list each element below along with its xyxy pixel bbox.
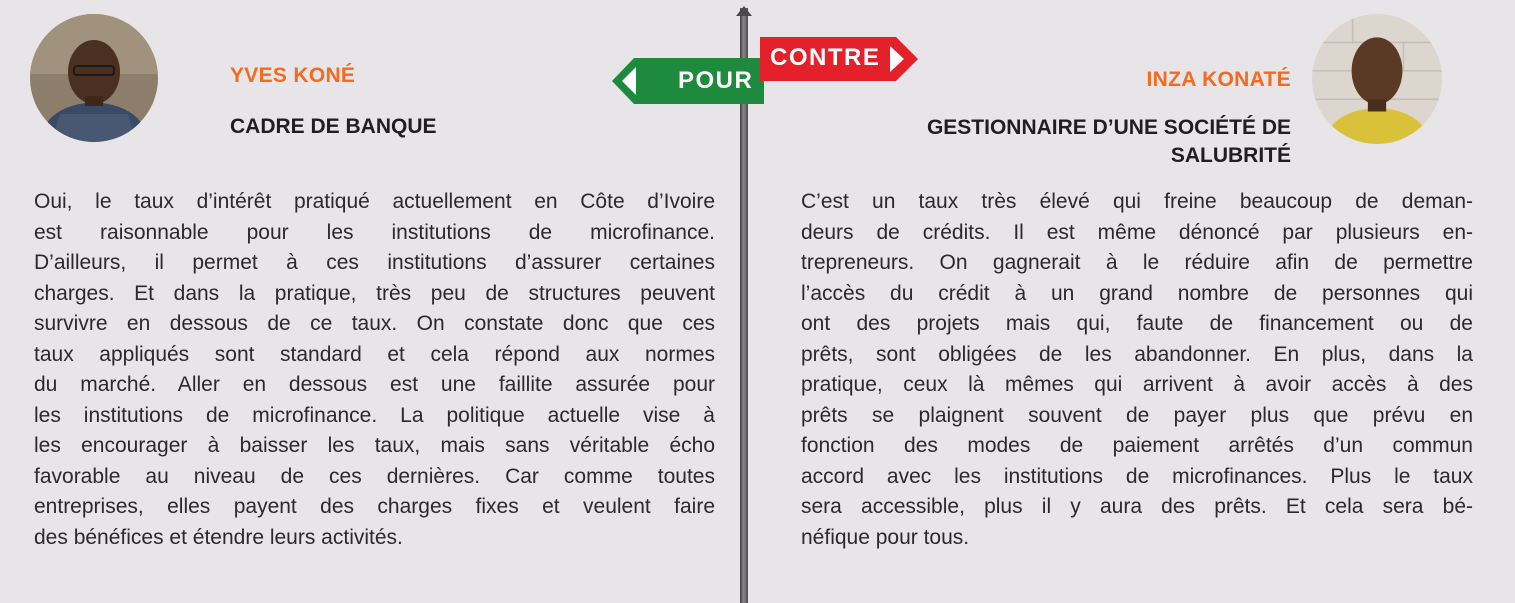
- contre-panel: [764, 0, 1515, 603]
- paragraph-line: des bénéfices et étendre leurs activités.: [34, 525, 403, 549]
- paragraph-line: est raisonnable pour les institutions de microfinance.: [34, 220, 715, 244]
- paragraph-line: survivre en dessous de ce taux. On constate donc que ces: [34, 312, 715, 335]
- paragraph-line: les encourager à baisser les taux, mais sans véritable écho: [34, 434, 715, 457]
- yves-kone-photo: [30, 14, 158, 142]
- paragraph-line: sera accessible, plus il y aura des prêts. Et cela sera bé-: [801, 495, 1473, 518]
- paragraph-line: entreprises, elles payent des charges fixes et veulent faire: [34, 495, 715, 518]
- paragraph-line: prêts, sont obligées de les abandonner. En plus, dans la: [801, 342, 1473, 366]
- paragraph-line: D’ailleurs, il permet à ces institutions d’assurer certaines: [34, 251, 715, 274]
- paragraph-line: néfique pour tous.: [801, 525, 970, 549]
- paragraph-line: C’est un taux très élevé qui freine beaucoup de deman-: [801, 190, 1473, 213]
- paragraph-line: taux appliqués sont standard et cela répond aux normes: [34, 342, 715, 366]
- portrait-avatar-icon: [1312, 14, 1442, 144]
- paragraph-line: ont des projets mais qui, faute de financement ou de: [801, 312, 1473, 335]
- paragraph-line: accord avec les institutions de microfinances. Plus le taux: [801, 464, 1473, 488]
- signpost-pole-cap: [736, 6, 752, 16]
- paragraph-line: charges. Et dans la pratique, très peu de structures peuvent: [34, 281, 715, 305]
- contre-person-role: [927, 114, 1291, 170]
- contre-sign-label: CONTRE: [770, 44, 881, 71]
- paragraph-line: fonction des modes de paiement arrêtés d’un commun: [801, 434, 1473, 457]
- paragraph-line: deurs de crédits. Il est même dénoncé par plusieurs en-: [801, 220, 1473, 244]
- paragraph-line: l’accès du crédit à un grand nombre de personnes qui: [801, 281, 1473, 305]
- portrait-avatar-icon: [30, 14, 158, 142]
- inza-konate-photo: [1312, 14, 1442, 144]
- contre-paragraph: [801, 187, 1473, 553]
- pour-sign-label: POUR: [678, 67, 754, 94]
- contre-role-line: SALUBRITÉ: [1170, 144, 1291, 167]
- pour-person-name: YVES KONÉ: [230, 64, 356, 87]
- contre-role-line: GESTIONNAIRE D’UNE SOCIÉTÉ DE: [926, 116, 1291, 139]
- pour-sign: [612, 58, 764, 104]
- paragraph-line: prêts se plaignent souvent de payer plus que prévu en: [801, 403, 1473, 427]
- paragraph-line: trepreneurs. On gagnerait à le réduire afin de permettre: [801, 251, 1473, 274]
- pour-paragraph: [34, 187, 715, 553]
- paragraph-line: du marché. Aller en dessous est une faillite assurée pour: [34, 373, 715, 396]
- paragraph-line: Oui, le taux d’intérêt pratiqué actuellement en Côte d’Ivoire: [34, 190, 715, 213]
- contre-person-name: INZA KONATÉ: [1146, 68, 1291, 91]
- paragraph-line: pratique, ceux là mêmes qui arrivent à avoir accès à des: [801, 373, 1473, 396]
- paragraph-line: favorable au niveau de ces dernières. Car comme toutes: [34, 464, 715, 488]
- pour-person-role: CADRE DE BANQUE: [230, 115, 437, 138]
- paragraph-line: les institutions de microfinance. La politique actuelle vise à: [34, 403, 715, 427]
